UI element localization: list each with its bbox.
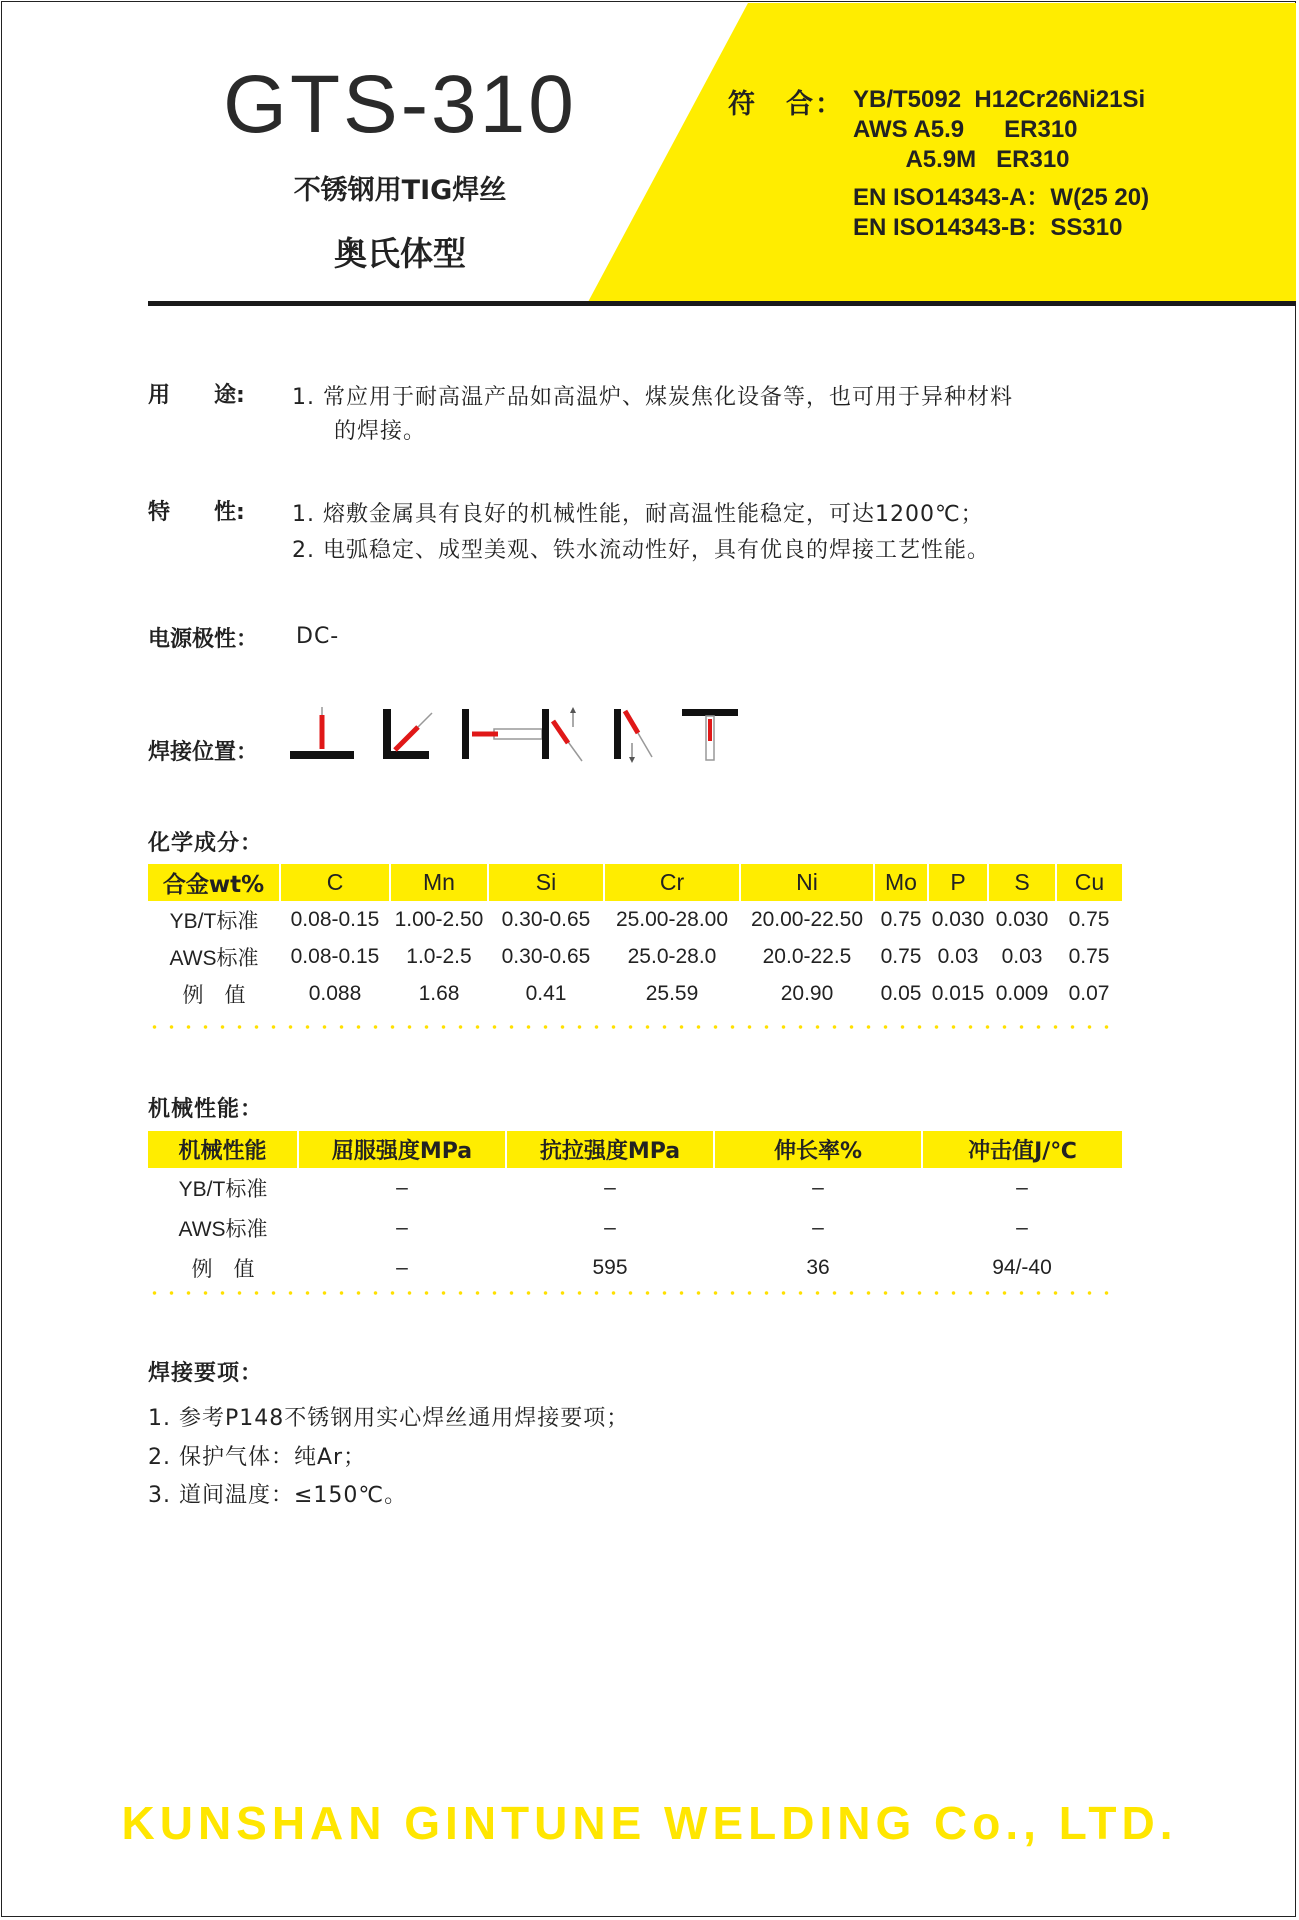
company-name: KUNSHAN GINTUNE WELDING Co., LTD.: [121, 1797, 1178, 1849]
table-row: [148, 975, 1122, 1012]
table-cell: 20.90: [780, 981, 834, 1005]
table-cell: –: [604, 1176, 616, 1199]
conform-standard-aws: AWS A5.9 ER310: [853, 116, 1078, 143]
usage-label: 用 途:: [148, 383, 245, 408]
mechanical-header-cell: 伸长率%: [714, 1131, 922, 1168]
table-cell: –: [1016, 1216, 1028, 1239]
mechanical-header-cell: 抗拉强度MPa: [506, 1131, 714, 1168]
header-divider: [148, 301, 1296, 306]
table-row: [148, 1168, 1122, 1208]
usage-text-line2: 的焊接。: [334, 419, 427, 444]
table-cell: 0.41: [525, 981, 567, 1005]
chemical-header-cell: C: [280, 864, 390, 901]
conform-label: 符 合：: [728, 89, 844, 120]
mechanical-header-cell: 屈服强度MPa: [298, 1131, 506, 1168]
table-cell: –: [1016, 1176, 1028, 1199]
table-row: [148, 901, 1122, 938]
mechanical-section-title: 机械性能：: [148, 1097, 264, 1122]
table-cell: 0.088: [308, 981, 362, 1005]
table-row: [148, 938, 1122, 975]
product-subtitle: 不锈钢用TIG焊丝: [293, 175, 507, 206]
table-cell: 595: [592, 1256, 628, 1279]
welding-note-item: 2. 保护气体：纯Ar；: [148, 1445, 367, 1470]
product-title: GTS-310: [223, 59, 577, 150]
feature-item: 2. 电弧稳定、成型美观、铁水流动性好，具有优良的焊接工艺性能。: [292, 538, 990, 563]
table-cell: 0.07: [1068, 981, 1110, 1005]
chemical-header-cell: 合金wt%: [148, 864, 280, 901]
mechanical-header-cell: 机械性能: [148, 1131, 298, 1168]
table-cell: 0.030: [931, 907, 985, 931]
conform-standard-en-a: EN ISO14343-A：W(25 20): [853, 184, 1150, 211]
horizontal-fillet-icon: [383, 709, 432, 759]
product-type: 奥氏体型: [334, 234, 466, 273]
usage-text-line1: 1. 常应用于耐高温产品如高温炉、煤炭焦化设备等，也可用于异种材料: [292, 385, 1013, 410]
table-cell: –: [604, 1216, 616, 1239]
dotted-divider: [146, 1291, 1114, 1295]
welding-note-item: 1. 参考P148不锈钢用实心焊丝通用焊接要项；: [148, 1406, 630, 1431]
table-cell: 1.00-2.50: [394, 907, 484, 931]
table-cell: 0.015: [931, 981, 985, 1005]
chemical-header-cell: Cr: [604, 864, 740, 901]
chemical-header-cell: P: [928, 864, 988, 901]
chemical-header-cell: Cu: [1056, 864, 1122, 901]
table-row: [148, 1248, 1122, 1288]
table-cell: 0.75: [880, 907, 922, 931]
welding-positions: [290, 705, 750, 765]
table-cell: 0.30-0.65: [501, 907, 591, 931]
dotted-divider: [146, 1025, 1114, 1029]
table-cell: 0.08-0.15: [290, 907, 380, 931]
mechanical-table: [148, 1131, 1122, 1288]
chemical-header-cell: Mn: [390, 864, 488, 901]
table-cell: 0.03: [1001, 944, 1043, 968]
features-label: 特 性:: [148, 500, 245, 525]
table-cell: –: [396, 1216, 408, 1239]
chemical-header-cell: S: [988, 864, 1056, 901]
flat-position-icon: [290, 707, 354, 759]
table-cell: 1.68: [418, 981, 460, 1005]
table-cell: 0.03: [937, 944, 979, 968]
conform-standard-en-b: EN ISO14343-B：SS310: [853, 214, 1123, 241]
table-cell: 0.75: [1068, 907, 1110, 931]
welding-notes-title: 焊接要项：: [148, 1361, 264, 1386]
horizontal-position-icon: [462, 709, 542, 759]
table-cell: 0.75: [880, 944, 922, 968]
table-cell: 36: [806, 1256, 830, 1279]
chemical-section-title: 化学成分：: [148, 831, 264, 856]
row-label: AWS标准: [178, 1218, 268, 1241]
positions-label: 焊接位置：: [148, 740, 259, 765]
table-cell: 0.75: [1068, 944, 1110, 968]
vertical-up-icon: [542, 707, 582, 761]
row-label: YB/T标准: [178, 1178, 268, 1201]
table-cell: 0.30-0.65: [501, 944, 591, 968]
table-cell: 0.009: [995, 981, 1049, 1005]
overhead-position-icon: [682, 709, 738, 760]
vertical-down-icon: [614, 709, 652, 763]
chemical-header-cell: Si: [488, 864, 604, 901]
table-cell: 25.00-28.00: [615, 907, 729, 931]
table-cell: 20.00-22.50: [750, 907, 864, 931]
mechanical-header-row: [148, 1131, 1122, 1168]
table-cell: 0.08-0.15: [290, 944, 380, 968]
polarity-value: DC-: [296, 624, 340, 649]
row-label: AWS标准: [169, 946, 259, 970]
table-cell: –: [812, 1176, 824, 1199]
chemical-header-cell: Ni: [740, 864, 874, 901]
table-cell: –: [812, 1216, 824, 1239]
table-cell: 94/-40: [992, 1256, 1052, 1279]
table-cell: 25.0-28.0: [627, 944, 717, 968]
table-cell: 20.0-22.5: [762, 944, 852, 968]
conform-standard-yb: YB/T5092 H12Cr26Ni21Si: [853, 86, 1146, 113]
table-cell: 0.05: [880, 981, 922, 1005]
table-cell: –: [396, 1256, 408, 1279]
welding-note-item: 3. 道间温度：≤150℃。: [148, 1483, 408, 1508]
chemical-header-cell: Mo: [874, 864, 928, 901]
mechanical-header-cell: 冲击值J/℃: [922, 1131, 1122, 1168]
table-cell: 0.030: [995, 907, 1049, 931]
row-label: 例 值: [182, 983, 246, 1007]
chemical-header-row: [148, 864, 1122, 901]
conform-standard-aws-m: A5.9M ER310: [853, 146, 1070, 173]
chemical-table: [148, 864, 1122, 1012]
feature-item: 1. 熔敷金属具有良好的机械性能，耐高温性能稳定，可达1200℃；: [292, 502, 984, 527]
row-label: 例 值: [191, 1258, 255, 1281]
table-cell: 1.0-2.5: [406, 944, 472, 968]
polarity-label: 电源极性：: [148, 627, 259, 652]
table-row: [148, 1208, 1122, 1248]
table-cell: –: [396, 1176, 408, 1199]
row-label: YB/T标准: [169, 909, 259, 933]
table-cell: 25.59: [645, 981, 699, 1005]
